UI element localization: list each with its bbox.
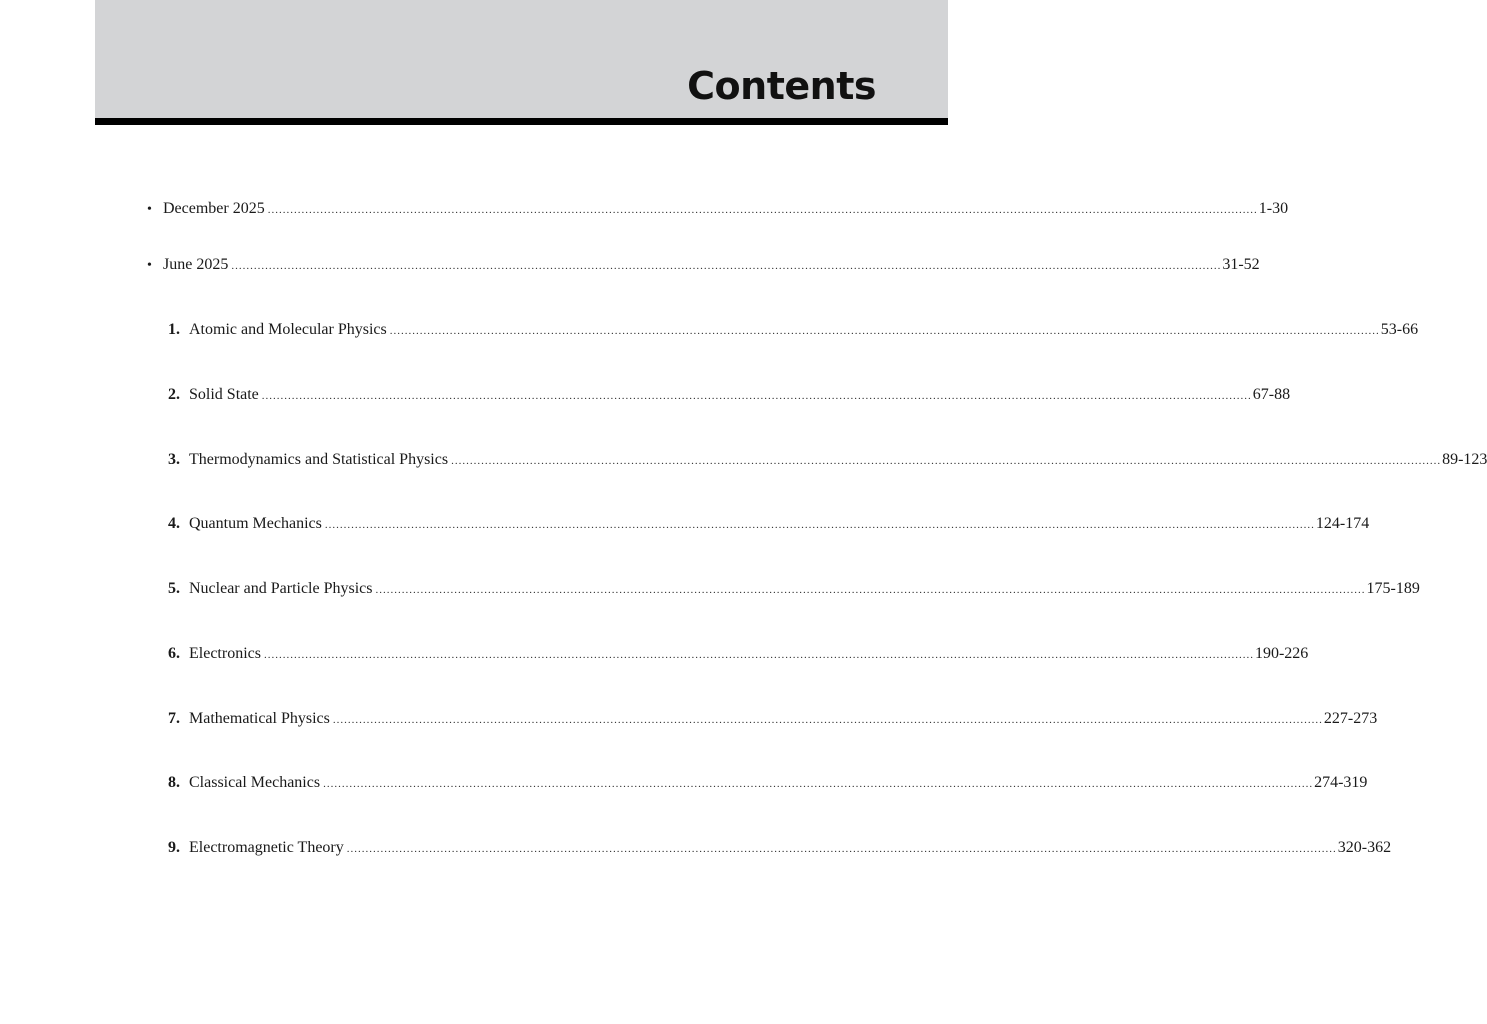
chapter-number: 5.	[168, 580, 180, 597]
toc-entry-pages: 31-52	[1222, 256, 1260, 273]
dot-leader: ........................................................................................................................................................................................................................................................................	[346, 843, 1337, 855]
toc-chapter-7[interactable]	[168, 709, 1378, 730]
chapter-pages: 190-226	[1254, 645, 1309, 662]
dot-leader: ........................................................................................................................................................................................................................................................................	[267, 204, 1258, 216]
chapter-title: Electronics	[189, 645, 261, 662]
toc-chapter-3[interactable]	[168, 450, 1487, 471]
dot-leader: ........................................................................................................................................................................................................................................................................	[231, 260, 1222, 272]
dot-leader: ........................................................................................................................................................................................................................................................................	[323, 778, 1314, 790]
toc-chapter-5[interactable]	[168, 579, 1420, 600]
chapter-pages: 67-88	[1252, 386, 1291, 403]
toc-chapter-1[interactable]	[168, 320, 1419, 341]
chapter-title: Thermodynamics and Statistical Physics	[189, 451, 449, 468]
chapter-pages: 175-189	[1366, 580, 1420, 597]
bullet-icon: •	[147, 258, 152, 273]
chapter-title: Quantum Mechanics	[189, 515, 322, 532]
chapter-pages: 89-123	[1442, 451, 1487, 468]
toc-chapter-9[interactable]	[168, 838, 1392, 859]
toc-entry-june-2025[interactable]	[147, 255, 1260, 276]
bullet-icon: •	[147, 202, 152, 217]
toc-chapter-4[interactable]	[168, 514, 1370, 535]
toc-entry-label: June 2025	[163, 256, 229, 273]
chapter-number: 9.	[168, 839, 180, 856]
toc-entry-december-2025[interactable]	[147, 199, 1289, 220]
toc-chapter-2[interactable]	[168, 385, 1291, 406]
toc-entry-label: December 2025	[163, 200, 265, 217]
chapter-number: 1.	[168, 321, 180, 338]
dot-leader: ........................................................................................................................................................................................................................................................................	[324, 519, 1315, 531]
chapter-title: Classical Mechanics	[189, 774, 321, 791]
chapter-pages: 274-319	[1314, 774, 1368, 791]
chapter-pages: 227-273	[1323, 710, 1378, 727]
chapter-number: 8.	[168, 774, 180, 791]
chapter-pages: 53-66	[1380, 321, 1419, 338]
chapter-title: Electromagnetic Theory	[189, 839, 344, 856]
page-title: Contents	[687, 64, 876, 108]
dot-leader: ........................................................................................................................................................................................................................................................................	[263, 649, 1254, 661]
toc-chapter-8[interactable]	[168, 773, 1368, 794]
chapter-title: Atomic and Molecular Physics	[189, 321, 387, 338]
chapter-title: Mathematical Physics	[189, 710, 330, 727]
chapter-title: Solid State	[189, 386, 259, 403]
chapter-pages: 124-174	[1315, 515, 1370, 532]
chapter-title: Nuclear and Particle Physics	[189, 580, 373, 597]
toc-entry-pages: 1-30	[1258, 200, 1289, 217]
dot-leader: ........................................................................................................................................................................................................................................................................	[451, 455, 1442, 467]
chapter-number: 3.	[168, 451, 180, 468]
dot-leader: ........................................................................................................................................................................................................................................................................	[375, 584, 1366, 596]
toc-chapter-6[interactable]	[168, 644, 1309, 665]
chapter-number: 2.	[168, 386, 180, 403]
dot-leader: ........................................................................................................................................................................................................................................................................	[261, 390, 1252, 402]
chapter-number: 6.	[168, 645, 180, 662]
chapter-pages: 320-362	[1337, 839, 1392, 856]
dot-leader: ........................................................................................................................................................................................................................................................................	[332, 714, 1323, 726]
chapter-number: 7.	[168, 710, 180, 727]
dot-leader: ........................................................................................................................................................................................................................................................................	[389, 325, 1380, 337]
chapter-number: 4.	[168, 515, 180, 532]
